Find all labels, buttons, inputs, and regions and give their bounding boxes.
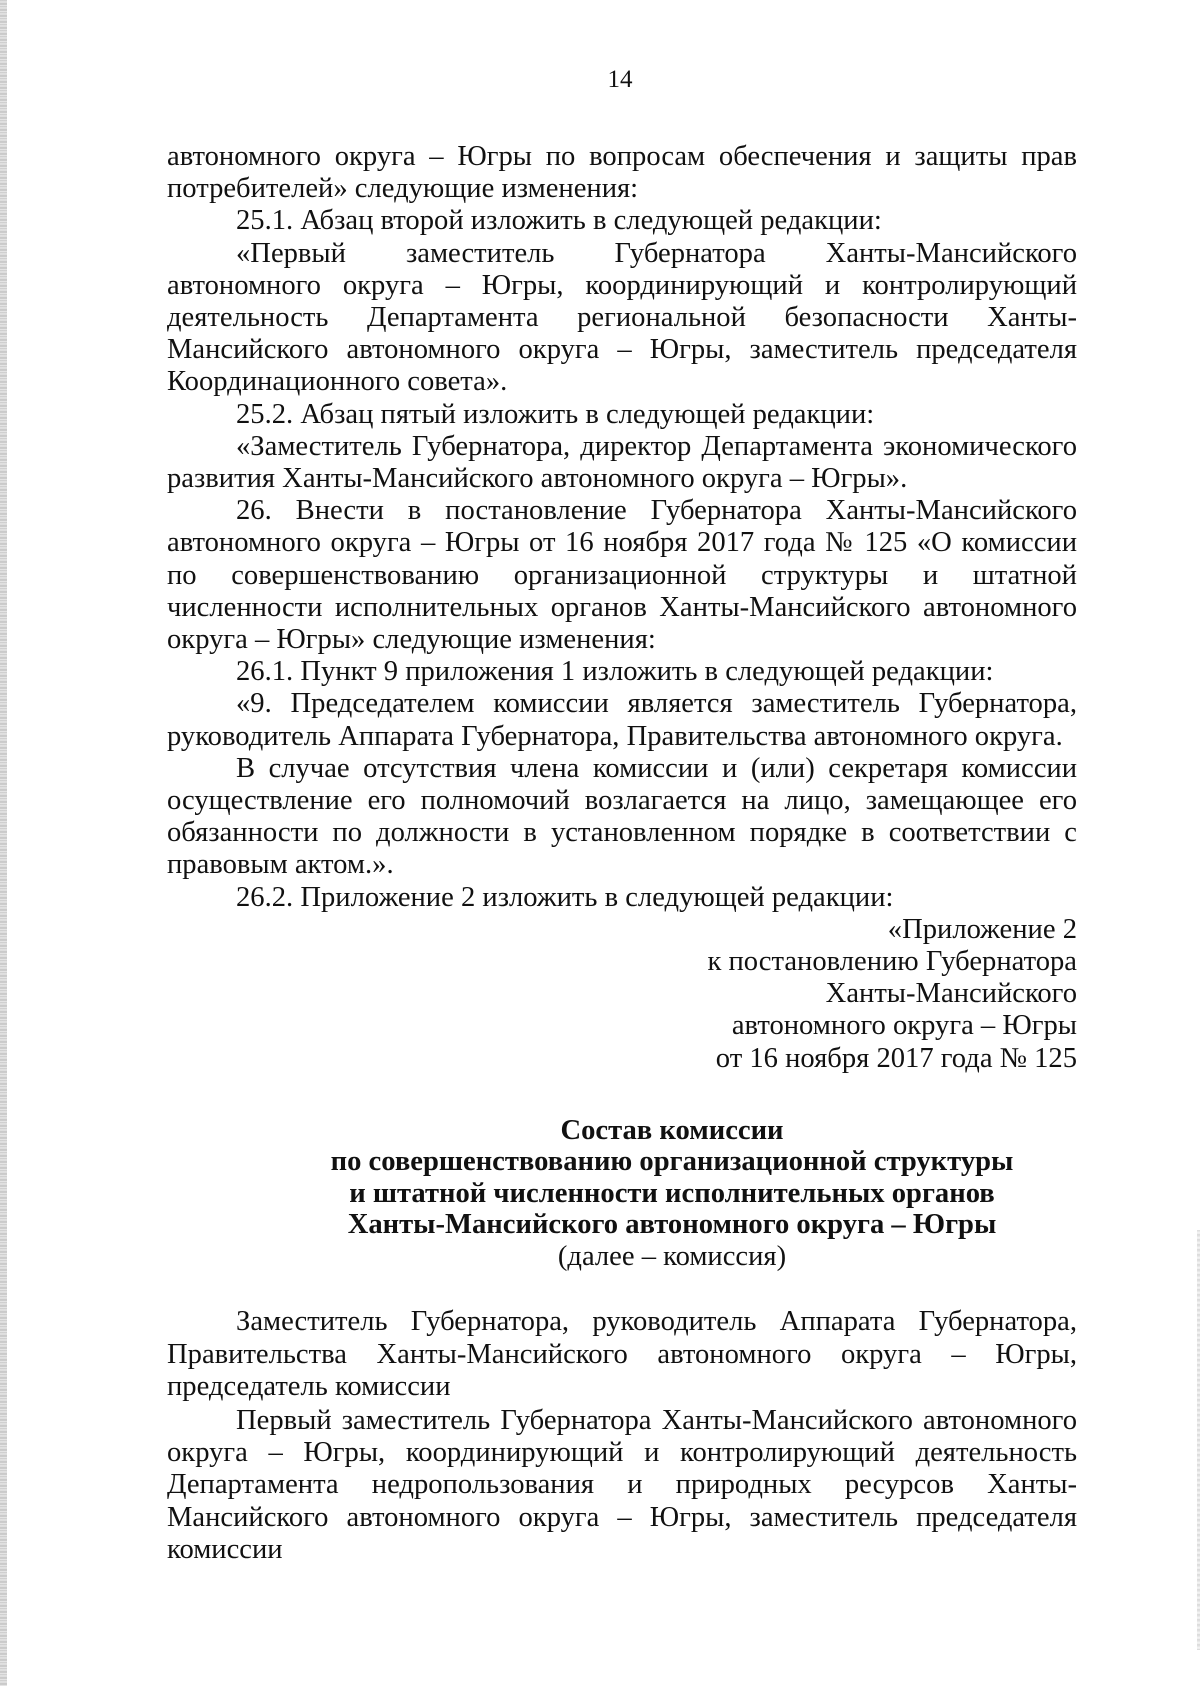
appendix-line: «Приложение 2 [887,913,1077,945]
quote-first-deputy: «Первый заместитель Губернатора Ханты-Мансийского автономного округа – Югры, координирующий и контролирующий деятельность Департамента региональной безопасности Ханты-Мансийского автономного округа – Югры, заместитель председателя Координационного совета». [167,237,1077,398]
paragraph-26-1: 26.1. Пункт 9 приложения 1 изложить в следующей редакции: [236,656,994,688]
paragraph-absence: В случае отсутствия члена комиссии и (или) секретаря комиссии осуществление его полномочий возлагается на лицо, замещающее его обязанности по должности в установленном порядке в соответствии с правовым актом.». [167,752,1077,881]
members-list [167,1306,1077,1566]
paragraph-26-2: 26.2. Приложение 2 изложить в следующей редакции: [236,881,894,913]
title-line: по совершенствованию организационной структуры [330,1146,1014,1178]
appendix-line: автономного округа – Югры [731,1010,1077,1042]
commission-title [217,1115,1127,1273]
quote-point-9: «9. Председателем комиссии является заместитель Губернатора, руководитель Аппарата Губернатора, Правительства автономного округа. [167,688,1077,752]
paragraph-continuation: автономного округа – Югры по вопросам обеспечения и защиты прав потребителей» следующие изменения: [167,141,1077,205]
appendix-line: Ханты-Мансийского [825,978,1077,1010]
paragraph-26: 26. Внести в постановление Губернатора Ханты-Мансийского автономного округа – Югры от 16 ноября 2017 года № 125 «О комиссии по совершенствованию организационной структуры и штатной численности исполнительных органов Ханты-Мансийского автономного округа – Югры» следующие изменения: [167,495,1077,656]
document-body [167,141,1077,1566]
member-chair: Заместитель Губернатора, руководитель Аппарата Губернатора, Правительства Ханты-Мансийского автономного округа – Югры, председатель комиссии [167,1306,1077,1402]
quote-deputy-director: «Заместитель Губернатора, директор Департамента экономического развития Ханты-Мансийского автономного округа – Югры». [167,430,1077,495]
paragraph-25-1: 25.1. Абзац второй изложить в следующей редакции: [236,205,882,237]
paragraph-25-2: 25.2. Абзац пятый изложить в следующей редакции: [236,398,875,430]
title-note: (далее – комиссия) [557,1240,787,1272]
member-deputy-chair: Первый заместитель Губернатора Ханты-Мансийского автономного округа – Югры, координирующий и контролирующий деятельность Департамента недропользования и природных ресурсов Ханты-Мансийского автономного округа – Югры, заместитель председателя комиссии [167,1405,1077,1565]
scan-edge-left [0,0,7,1686]
appendix-line: от 16 ноября 2017 года № 125 [715,1042,1077,1074]
appendix-line: к постановлению Губернатора [707,946,1077,978]
title-line: и штатной численности исполнительных органов [349,1177,995,1209]
title-line: Ханты-Мансийского автономного округа – Югры [347,1209,997,1241]
title-line: Состав комиссии [560,1114,784,1146]
page-number: 14 [607,66,633,93]
appendix-header [167,914,1077,1075]
